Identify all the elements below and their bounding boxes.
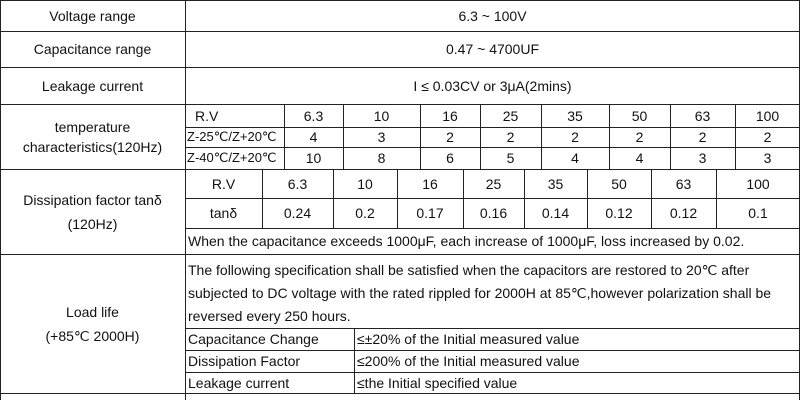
temperature-label-line1: temperature: [54, 118, 131, 135]
temp-cell: 4: [571, 150, 579, 166]
temp-cell: 2: [763, 129, 772, 145]
dissipation-cell: 0.2: [355, 205, 375, 221]
temp-cell: 6: [446, 150, 454, 166]
temp-header-cell: 10: [373, 107, 390, 124]
temp-cell: 3: [698, 150, 707, 166]
dissipation-cell: 0.14: [541, 205, 570, 221]
temp-header-cell: 6.3: [303, 107, 324, 124]
leakage-current-value: I ≤ 0.03CV or 3μA(2mins): [413, 77, 572, 94]
spec-name: Capacitance Change: [188, 331, 319, 347]
spec-value: ≤the Initial specified value: [357, 374, 518, 391]
temp-cell: 3: [763, 150, 772, 166]
temp-header-cell: 25: [502, 107, 519, 124]
temp-cell: 2: [635, 129, 644, 145]
spec-value: ≤±20% of the Initial measured value: [357, 331, 580, 347]
grid-line: [0, 393, 800, 394]
dissipation-cell: 0.24: [283, 205, 312, 221]
temp-row-label: Z-25℃/Z+20℃: [187, 129, 277, 144]
dissipation-header-cell: 35: [547, 175, 564, 192]
dissipation-cell: 0.17: [416, 205, 444, 221]
temp-cell: 4: [309, 129, 318, 145]
dissipation-header-cell: 25: [485, 175, 502, 192]
temp-cell: 4: [635, 150, 644, 166]
temp-cell: 2: [698, 129, 707, 145]
dissipation-header-cell: 10: [357, 175, 373, 192]
load-life-label-line2: (+85℃ 2000H): [45, 327, 140, 344]
leakage-current-label: Leakage current: [41, 77, 144, 94]
temp-header-cell: 100: [755, 107, 780, 124]
dissipation-cell: 0.12: [669, 205, 698, 221]
load-life-label-line1: Load life: [66, 303, 119, 320]
dissipation-cell: 0.12: [605, 205, 633, 221]
temperature-label-line2: characteristics(120Hz): [22, 138, 163, 155]
dissipation-label: [0, 169, 185, 254]
dissipation-header-cell: 50: [611, 175, 627, 192]
temp-cell: 10: [305, 150, 322, 166]
dissipation-label-line1: Dissipation factor tanδ: [23, 191, 162, 208]
dissipation-header-cell: 100: [746, 175, 770, 192]
temp-header-cell: 16: [442, 107, 458, 124]
temp-cell: 3: [377, 129, 386, 145]
dissipation-header-rv: R.V: [211, 175, 236, 192]
dissipation-note: When the capacitance exceeds 1000μF, each increase of 1000μF, loss increased by 0.02.: [188, 233, 745, 249]
temp-cell: 8: [377, 150, 386, 166]
temp-header-cell: 35: [567, 107, 583, 124]
temperature-label: [0, 104, 185, 169]
capacitance-range-value: 0.47 ~ 4700UF: [445, 41, 539, 57]
dissipation-header-cell: 63: [675, 175, 692, 192]
voltage-range-value: 6.3 ~ 100V: [458, 7, 527, 24]
voltage-range-label: Voltage range: [49, 7, 136, 24]
spec-name: Leakage current: [188, 374, 290, 391]
load-life-paragraph: The following specification shall be satisfied when the capacitors are restored to 20℃ after subjected to DC voltage with the rated rippled for 2000H at 85℃,however polarization shall be reversed every 250 hours.: [188, 262, 772, 324]
dissipation-header-cell: 16: [422, 175, 438, 192]
temp-header-cell: 50: [631, 107, 648, 124]
temp-row-label: Z-40℃/Z+20℃: [187, 150, 277, 165]
dissipation-cell: 0.1: [748, 205, 768, 221]
temp-cell: 2: [506, 129, 515, 145]
dissipation-cell: 0.16: [479, 205, 508, 221]
dissipation-label-line2: (120Hz): [67, 215, 118, 232]
capacitance-range-label: Capacitance range: [33, 41, 152, 57]
spec-value: ≤200% of the Initial measured value: [357, 353, 580, 369]
dissipation-row-label: tanδ: [209, 205, 238, 221]
temp-cell: 5: [506, 150, 515, 166]
temp-header-cell: 63: [694, 107, 711, 124]
load-life-label: [0, 254, 185, 393]
dissipation-header-cell: 6.3: [287, 175, 308, 192]
spec-name: Dissipation Factor: [188, 353, 301, 369]
temp-cell: 2: [446, 129, 454, 145]
temp-cell: 2: [571, 129, 579, 145]
temp-header-rv: R.V: [195, 107, 219, 124]
